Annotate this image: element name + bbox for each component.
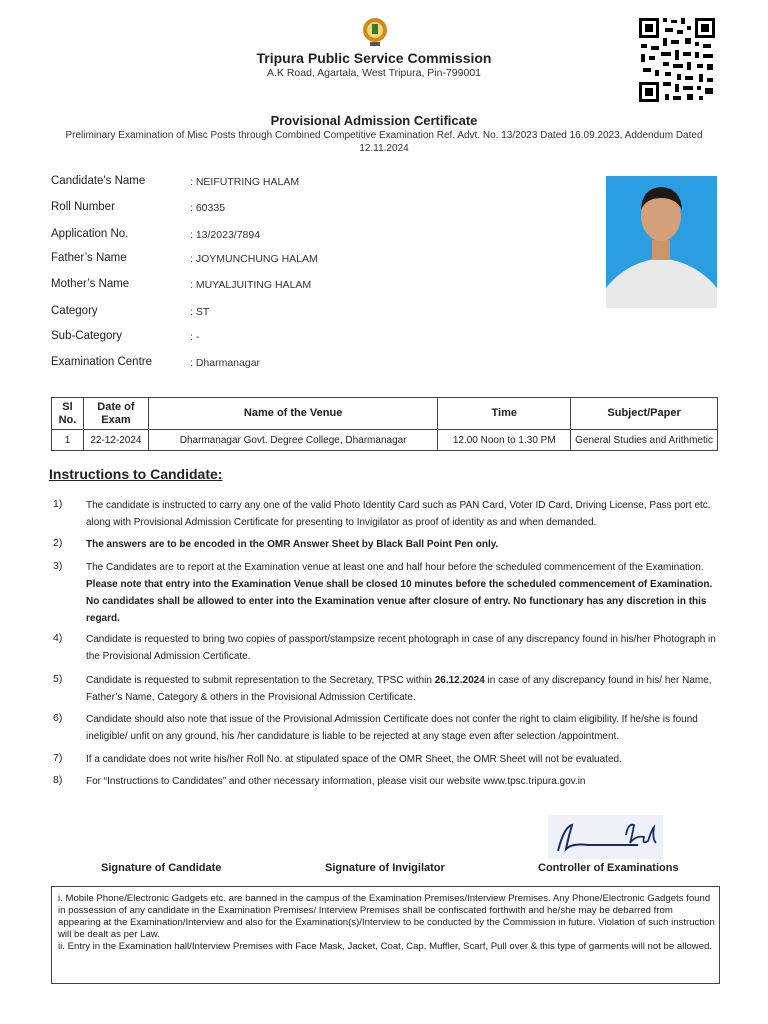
- detail-label: Category: [51, 305, 98, 317]
- instruction-text: The answers are to be encoded in the OMR Answer Sheet by Black Ball Point Pen only.: [86, 539, 499, 550]
- detail-value: : MUYALJUITING HALAM: [190, 279, 312, 291]
- instruction-text: The candidate is instructed to carry any one of the valid Photo Identity Card such as PAN Card, Voter ID Card, Driving License, Pass port etc. along with Provisional Admission Certificate for presenting to Invigilator as proof of identity as and when demanded.: [86, 500, 711, 528]
- instruction-text: For “Instructions to Candidates” and other necessary information, please visit our website www.tpsc.tripura.gov.in: [86, 776, 586, 787]
- detail-label: Father’s Name: [51, 252, 127, 264]
- instruction-text: Candidate should also note that issue of the Provisional Admission Certificate does not confer the right to claim eligibility. If he/she is found ineligible/ unfit on any ground, his /her candidature is liable to be rejected at any stage even after selection /appointment.: [86, 714, 698, 742]
- instruction-number: 6): [53, 712, 63, 724]
- instruction-number: 8): [53, 774, 63, 786]
- signature-controller-label: Controller of Examinations: [538, 862, 679, 874]
- instruction-text: Candidate is requested to submit representation to the Secretary, TPSC within 26.12.2024 in case of any discrepancy found in his/ her Name, Father’s Name, Category & others in the Provisional Admission Certificate.: [86, 675, 712, 703]
- column-header: Date of Exam: [83, 398, 148, 430]
- table-cell: General Studies and Arithmetic: [571, 430, 718, 451]
- detail-label: Candidate's Name: [51, 175, 146, 187]
- org-name: Tripura Public Service Commission: [256, 50, 492, 66]
- table-header-row: [52, 398, 718, 430]
- column-header: Subject/Paper: [571, 398, 718, 430]
- table-cell: 1: [52, 430, 84, 451]
- table-cell: 12.00 Noon to 1.30 PM: [438, 430, 571, 451]
- detail-value: : Dharmanagar: [190, 357, 261, 369]
- detail-value: : ST: [190, 306, 210, 318]
- column-header: Sl No.: [52, 398, 84, 430]
- column-header: Time: [438, 398, 571, 430]
- detail-value: : 13/2023/7894: [190, 229, 261, 241]
- instruction-number: 1): [53, 498, 63, 510]
- signature-invigilator-label: Signature of Invigilator: [325, 862, 445, 874]
- person-icon: [606, 176, 717, 308]
- detail-label: Examination Centre: [51, 356, 152, 368]
- notice-line: i. Mobile Phone/Electronic Gadgets etc. are banned in the campus of the Examination Premises/Interview Premises. Any Phone/Electronic Gadgets found in possession of any candidate in the Examination Premises/ Interview Premises shall be confiscated forthwith and he/she may be debarred from appearing at the Examination/Interview and also for the Examination(s)/Interview to be conducted by the Commission in future. Violation of such instruction will be dealt as per Law.: [58, 893, 715, 940]
- instruction-number: 7): [53, 752, 63, 764]
- table-row: [52, 430, 718, 451]
- instruction-number: 2): [53, 537, 63, 549]
- instructions-heading: Instructions to Candidate:: [49, 466, 223, 482]
- detail-value: : 60335: [190, 202, 226, 214]
- table-cell: 22-12-2024: [83, 430, 148, 451]
- certificate-title: Provisional Admission Certificate: [270, 113, 478, 128]
- detail-value: : JOYMUNCHUNG HALAM: [190, 253, 318, 265]
- table-cell: Dharmanagar Govt. Degree College, Dharmanagar: [148, 430, 437, 451]
- column-header: Name of the Venue: [148, 398, 437, 430]
- instruction-number: 5): [53, 673, 63, 685]
- detail-label: Sub-Category: [51, 330, 122, 342]
- instruction-number: 3): [53, 560, 63, 572]
- certificate-subtitle: Preliminary Examination of Misc Posts through Combined Competitive Examination Ref. Advt. No. 13/2023 Dated 16.09.2023, Addendum Dated 12.11.2024: [65, 130, 703, 154]
- notice-line: ii. Entry in the Examination hall/Interview Premises with Face Mask, Jacket, Coat, Cap, Muffler, Scarf, Pull over & this type of garments will not be allowed.: [58, 941, 713, 952]
- detail-label: Application No.: [51, 228, 129, 240]
- qr-code-icon: [637, 16, 717, 104]
- commission-emblem-icon: [361, 16, 389, 48]
- detail-label: Roll Number: [51, 201, 115, 213]
- signature-candidate-label: Signature of Candidate: [101, 862, 222, 874]
- instruction-text: The Candidates are to report at the Examination venue at least one and half hour before the scheduled commencement of the Examination. Please note that entry into the Examination Venue shall be closed 10 minutes before the scheduled commencement of Examination. No candidates shall be allowed to enter into the Examination venue after closure of entry. No functionary has any discretion in this regard.: [86, 562, 713, 624]
- detail-label: Mother’s Name: [51, 278, 130, 290]
- instruction-number: 4): [53, 632, 63, 644]
- detail-value: : NEIFUTRING HALAM: [190, 176, 300, 188]
- controller-signature-icon: [548, 815, 663, 859]
- instruction-text: Candidate is requested to bring two copies of passport/stampsize recent photograph in case of any discrepancy found in his/her Photograph in the Provisional Admission Certificate.: [86, 634, 716, 662]
- instruction-text: If a candidate does not write his/her Roll No. at stipulated space of the OMR Sheet, the OMR Sheet will not be evaluated.: [86, 754, 622, 765]
- org-address: A.K Road, Agartala, West Tripura, Pin-799001: [266, 67, 481, 79]
- notice-box: [51, 886, 720, 984]
- exam-schedule-table: [51, 397, 718, 451]
- detail-value: : -: [190, 331, 200, 343]
- candidate-photo: [606, 176, 717, 308]
